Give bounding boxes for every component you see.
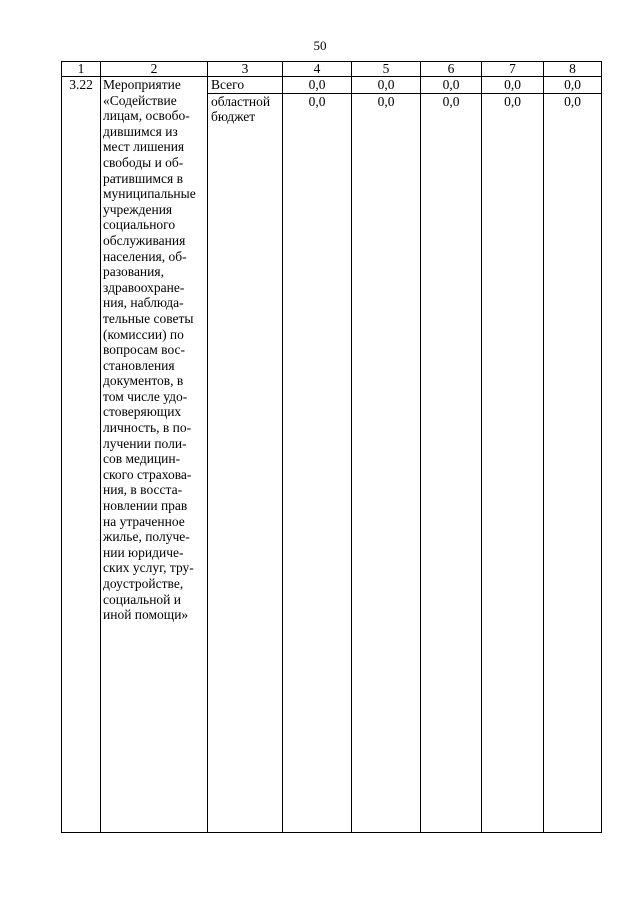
- description-line: социального: [103, 217, 176, 233]
- description-line: здравоохране-: [103, 279, 185, 295]
- value-cell: 0,0: [421, 93, 482, 832]
- header-cell: 3: [208, 62, 283, 77]
- description-line: учреждения: [103, 201, 173, 217]
- value-cell: 0,0: [482, 77, 544, 94]
- description-line: лицам, освобо-: [103, 108, 190, 124]
- header-row: [62, 62, 602, 77]
- value-cell: 0,0: [421, 77, 482, 94]
- description-line: новлении прав: [103, 498, 188, 514]
- description-line: ния, наблюда-: [103, 295, 184, 311]
- description-line: мест лишения: [103, 139, 185, 155]
- budget-table: [61, 61, 602, 833]
- description-line: сов медицин-: [103, 451, 181, 467]
- description-line: разования,: [103, 264, 164, 280]
- description-line: ских услуг, тру-: [103, 560, 194, 576]
- description-line: доустройстве,: [103, 576, 184, 591]
- activity-description: [101, 77, 208, 833]
- description-line: нии юридиче-: [103, 544, 184, 560]
- description-line: на утраченное: [103, 513, 185, 529]
- description-line: свободы и об-: [103, 154, 184, 170]
- description-line: ния, в восста-: [103, 482, 183, 498]
- value-cell: 0,0: [352, 77, 421, 94]
- header-cell: 2: [101, 62, 208, 77]
- value-cell: 0,0: [352, 93, 421, 832]
- description-line: личность, в по-: [103, 420, 192, 436]
- header-cell: 8: [544, 62, 602, 77]
- description-line: иной помощи»: [103, 607, 189, 623]
- description-line: обслуживания: [103, 232, 186, 248]
- description-line: населения, об-: [103, 248, 187, 264]
- source-line: бюджет: [211, 109, 256, 125]
- description-line: документов, в: [103, 373, 184, 389]
- description-line: стоверяющих: [103, 404, 182, 420]
- funding-source-regional: [208, 93, 283, 832]
- header-cell: 1: [62, 62, 101, 77]
- description-line: жилье, получе-: [103, 529, 190, 545]
- header-cell: 7: [482, 62, 544, 77]
- funding-source-total: Всего: [208, 77, 283, 94]
- description-line: Мероприятие: [103, 77, 181, 92]
- description-line: ратившимся в: [103, 170, 184, 186]
- description-line: том числе удо-: [103, 388, 188, 404]
- value-cell: 0,0: [283, 77, 352, 94]
- description-line: муниципальные: [103, 186, 196, 202]
- description-line: «Содействие: [103, 92, 177, 108]
- value-cell: 0,0: [482, 93, 544, 832]
- description-line: дившимся из: [103, 123, 178, 139]
- description-line: становления: [103, 357, 175, 373]
- header-cell: 5: [352, 62, 421, 77]
- description-line: тельные советы: [103, 310, 194, 326]
- description-line: лучении поли-: [103, 435, 187, 451]
- value-cell: 0,0: [544, 77, 602, 94]
- description-line: (комиссии) по: [103, 326, 184, 342]
- description-line: ского страхова-: [103, 466, 192, 482]
- value-cell: 0,0: [544, 93, 602, 832]
- header-cell: 4: [283, 62, 352, 77]
- page-number: 50: [313, 38, 327, 53]
- description-line: вопросам вос-: [103, 342, 186, 358]
- header-cell: 6: [421, 62, 482, 77]
- value-cell: 0,0: [283, 93, 352, 832]
- description-line: социальной и: [103, 591, 181, 607]
- table-row: [62, 77, 602, 94]
- row-id: 3.22: [62, 77, 101, 833]
- source-line: областной: [211, 93, 271, 109]
